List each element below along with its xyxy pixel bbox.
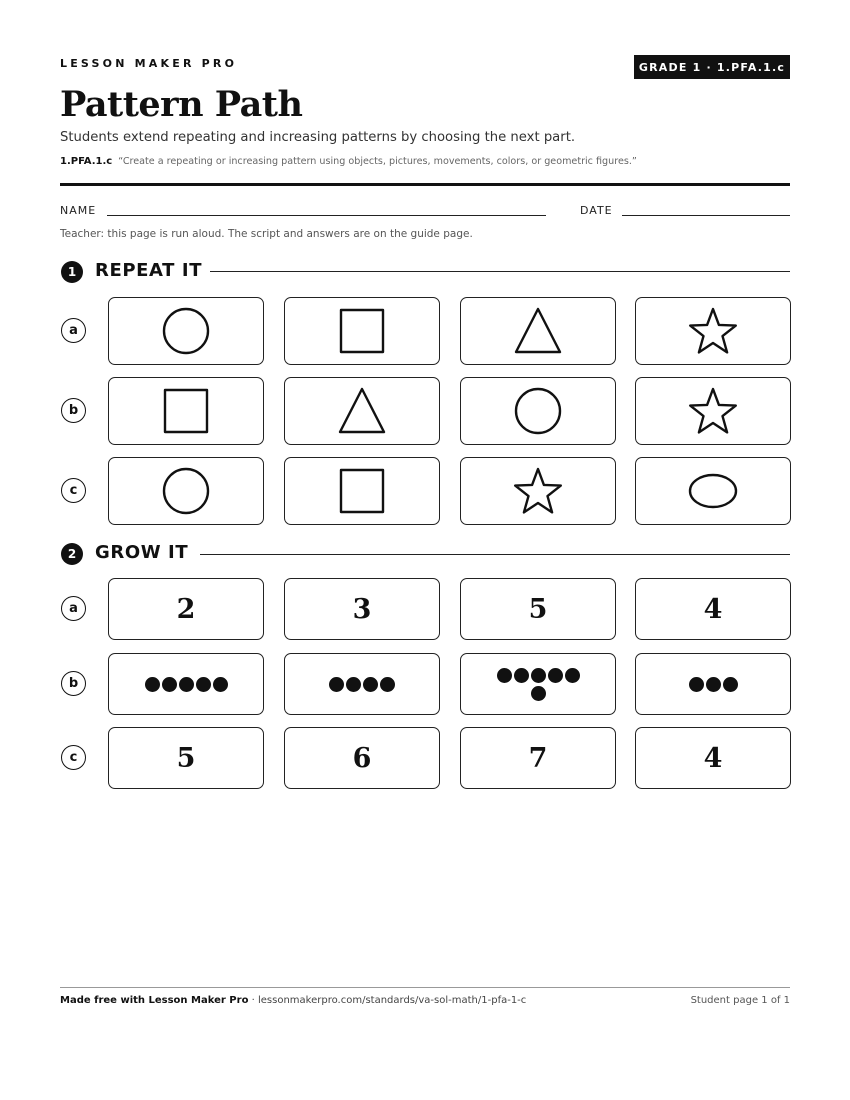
grade-badge: GRADE 1 · 1.PFA.1.c <box>634 55 790 79</box>
square-icon <box>336 305 388 357</box>
brand-name: LESSON MAKER PRO <box>60 57 238 70</box>
dot <box>548 668 563 683</box>
pattern-card[interactable] <box>108 377 264 445</box>
footer-credit <box>60 995 526 1006</box>
row-letter: c <box>61 478 86 503</box>
section-title: REPEAT IT <box>95 260 203 281</box>
dot-group <box>314 677 410 692</box>
row-letter: a <box>61 318 86 343</box>
pattern-card[interactable] <box>460 297 616 365</box>
pattern-card[interactable] <box>460 727 616 789</box>
page-title: Pattern Path <box>60 84 303 125</box>
circle-icon <box>160 465 212 517</box>
standard-line <box>60 156 637 167</box>
standard-text: “Create a repeating or increasing pattern using objects, pictures, movements, colors, or geometric figures.” <box>118 156 637 167</box>
pattern-card[interactable] <box>284 297 440 365</box>
star-icon <box>687 385 739 437</box>
row-letter: b <box>61 398 86 423</box>
star-icon <box>512 465 564 517</box>
dot <box>497 668 512 683</box>
card-number: 7 <box>528 742 548 774</box>
oval-icon <box>687 465 739 517</box>
footer-url[interactable]: · lessonmakerpro.com/standards/va-sol-math/1-pfa-1-c <box>251 995 527 1006</box>
card-number: 4 <box>703 593 723 625</box>
pattern-card[interactable] <box>635 377 791 445</box>
pattern-card[interactable] <box>284 457 440 525</box>
dot <box>145 677 160 692</box>
pattern-card[interactable] <box>635 457 791 525</box>
pattern-card[interactable] <box>460 377 616 445</box>
dot <box>689 677 704 692</box>
dot <box>162 677 177 692</box>
row-letter: c <box>61 745 86 770</box>
pattern-card[interactable] <box>108 727 264 789</box>
dot <box>380 677 395 692</box>
pattern-card[interactable] <box>108 578 264 640</box>
date-field[interactable] <box>622 215 790 216</box>
page-subtitle: Students extend repeating and increasing patterns by choosing the next part. <box>60 130 576 145</box>
triangle-icon <box>512 305 564 357</box>
pattern-card[interactable] <box>460 457 616 525</box>
pattern-card[interactable] <box>284 727 440 789</box>
square-icon <box>160 385 212 437</box>
header-divider <box>60 183 790 186</box>
card-number: 3 <box>352 593 372 625</box>
pattern-card[interactable] <box>460 578 616 640</box>
square-icon <box>336 465 388 517</box>
card-number: 6 <box>352 742 372 774</box>
dot <box>179 677 194 692</box>
section-rule <box>210 271 790 272</box>
dot <box>213 677 228 692</box>
dot <box>565 668 580 683</box>
section-title: GROW IT <box>95 542 189 563</box>
pattern-card[interactable] <box>108 653 264 715</box>
dot <box>531 686 546 701</box>
dot <box>363 677 378 692</box>
dot <box>196 677 211 692</box>
pattern-card[interactable] <box>284 653 440 715</box>
triangle-icon <box>336 385 388 437</box>
pattern-card[interactable] <box>284 578 440 640</box>
name-field[interactable] <box>107 215 546 216</box>
pattern-card[interactable] <box>284 377 440 445</box>
footer-divider <box>60 987 790 988</box>
dot <box>346 677 361 692</box>
card-number: 4 <box>703 742 723 774</box>
circle-icon <box>160 305 212 357</box>
pattern-card[interactable] <box>108 457 264 525</box>
dot-group <box>665 677 761 692</box>
section-number: 1 <box>61 261 83 283</box>
footer-made-with: Made free with Lesson Maker Pro <box>60 995 249 1006</box>
dot-group <box>490 668 586 701</box>
pattern-card[interactable] <box>635 578 791 640</box>
dot <box>329 677 344 692</box>
standard-code: 1.PFA.1.c <box>60 156 113 167</box>
date-label: DATE <box>580 204 613 217</box>
row-letter: b <box>61 671 86 696</box>
footer-page-number: Student page 1 of 1 <box>690 995 790 1006</box>
pattern-card[interactable] <box>460 653 616 715</box>
name-label: NAME <box>60 204 97 217</box>
dot <box>723 677 738 692</box>
circle-icon <box>512 385 564 437</box>
pattern-card[interactable] <box>635 297 791 365</box>
dot <box>531 668 546 683</box>
card-number: 5 <box>176 742 196 774</box>
teacher-note: Teacher: this page is run aloud. The script and answers are on the guide page. <box>60 228 473 240</box>
pattern-card[interactable] <box>635 653 791 715</box>
pattern-card[interactable] <box>108 297 264 365</box>
dot-group <box>138 677 234 692</box>
dot <box>514 668 529 683</box>
row-letter: a <box>61 596 86 621</box>
star-icon <box>687 305 739 357</box>
card-number: 5 <box>528 593 548 625</box>
pattern-card[interactable] <box>635 727 791 789</box>
dot <box>706 677 721 692</box>
card-number: 2 <box>176 593 196 625</box>
section-rule <box>200 554 790 555</box>
section-number: 2 <box>61 543 83 565</box>
